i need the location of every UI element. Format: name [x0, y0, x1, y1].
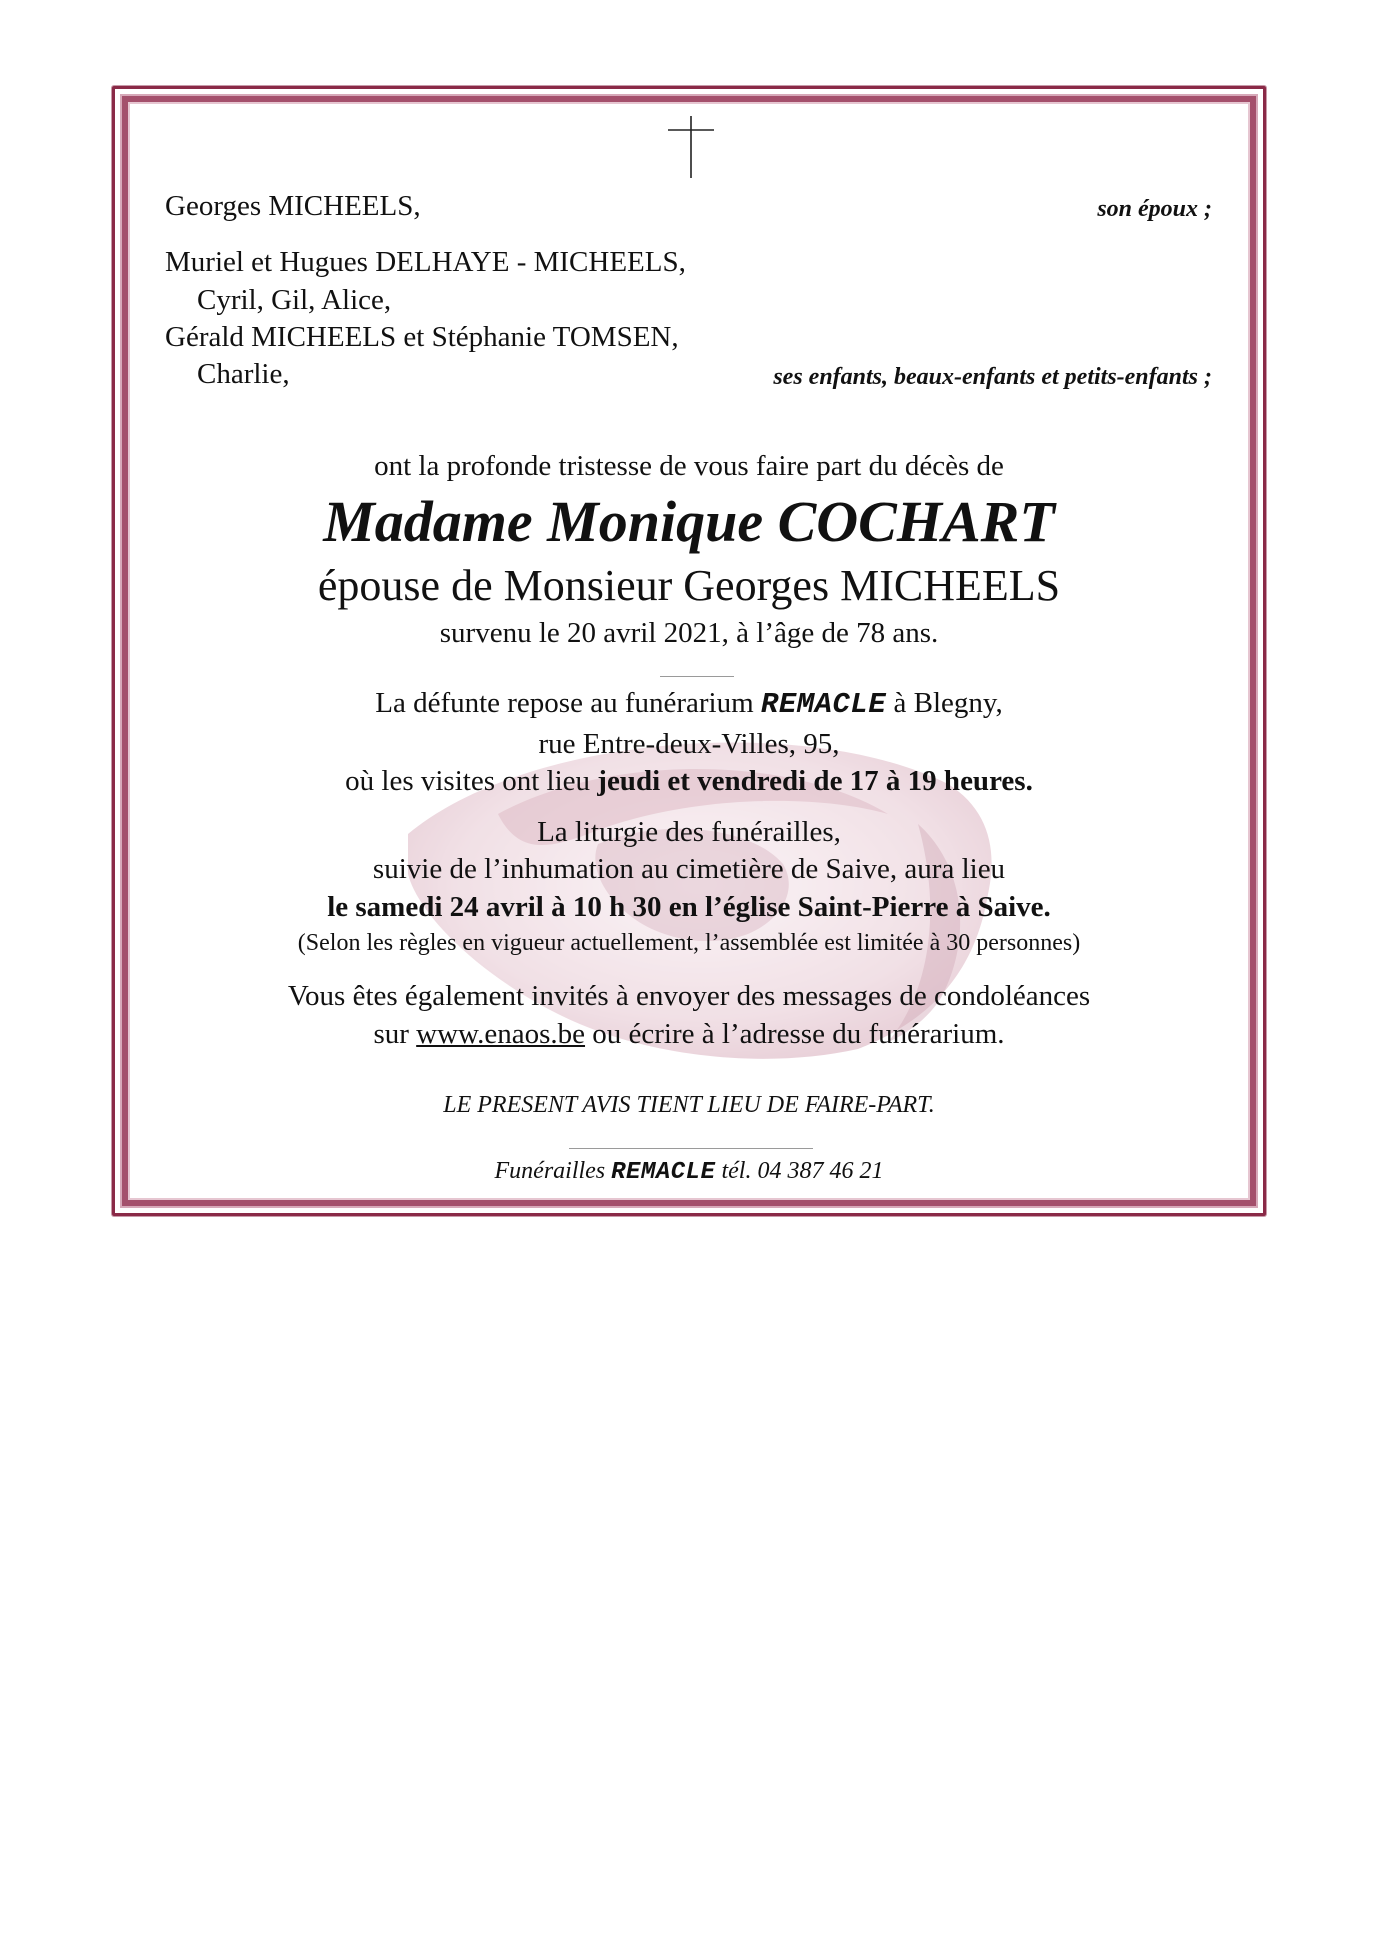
- condolences-line-2-pre: sur: [373, 1018, 417, 1050]
- visitation-line-1-post: à Blegny,: [886, 687, 1003, 719]
- condolences-line-1: Vous êtes également invités à envoyer des messages de condoléances: [287, 980, 1091, 1012]
- footer-divider: [569, 1148, 813, 1149]
- condolences-line-2-post: ou écrire à l’adresse du funérarium.: [585, 1018, 1005, 1050]
- visitation-hours: jeudi et vendredi de 17 à 19 heures.: [597, 765, 1033, 797]
- spouse-role: son époux ;: [1097, 196, 1212, 222]
- children-line-4: Charlie,: [197, 358, 290, 390]
- spouse-name: Georges MICHEELS,: [165, 190, 421, 222]
- visitation-line-2: rue Entre-deux-Villes, 95,: [538, 728, 840, 760]
- visitation-line-1-pre: La défunte repose au funérarium: [375, 687, 761, 719]
- funeral-home-brand: REMACLE: [760, 688, 887, 721]
- funeral-line-2: suivie de l’inhumation au cimetière de Saive, aura lieu: [372, 853, 1006, 885]
- funeral-home-contact-brand: REMACLE: [611, 1159, 716, 1186]
- condolences-line-2: [0, 1018, 1378, 1051]
- visitation-line-3: [0, 765, 1378, 798]
- funeral-home-contact-pre: Funérailles: [494, 1158, 612, 1184]
- funeral-home-contact: [0, 1158, 1378, 1186]
- funeral-date-place: le samedi 24 avril à 10 h 30 en l’église Saint-Pierre à Saive.: [327, 891, 1051, 923]
- children-line-2: Cyril, Gil, Alice,: [197, 284, 392, 316]
- cross-icon: [664, 114, 718, 180]
- short-divider: [660, 676, 734, 677]
- deceased-name: Madame Monique COCHART: [323, 489, 1055, 554]
- spouse-of: épouse de Monsieur Georges MICHEELS: [317, 561, 1061, 610]
- funeral-line-1: La liturgie des funérailles,: [537, 816, 841, 848]
- announcement-intro: ont la profonde tristesse de vous faire part du décès de: [374, 450, 1004, 482]
- funeral-home-phone: tél. 04 387 46 21: [715, 1158, 884, 1184]
- visitation-line-1: [0, 687, 1378, 721]
- footer-notice: LE PRESENT AVIS TIENT LIEU DE FAIRE-PART.: [443, 1092, 935, 1118]
- enaos-link[interactable]: www.enaos.be: [416, 1018, 586, 1050]
- children-line-1: Muriel et Hugues DELHAYE - MICHEELS,: [165, 246, 686, 278]
- children-line-3: Gérald MICHEELS et Stéphanie TOMSEN,: [165, 321, 679, 353]
- funeral-attendance-note: (Selon les règles en vigueur actuellement, l’assemblée est limitée à 30 personnes): [297, 930, 1081, 956]
- children-role: ses enfants, beaux-enfants et petits-enfants ;: [773, 364, 1212, 390]
- death-info: survenu le 20 avril 2021, à l’âge de 78 ans.: [439, 617, 939, 649]
- visitation-line-3-pre: où les visites ont lieu: [345, 765, 598, 797]
